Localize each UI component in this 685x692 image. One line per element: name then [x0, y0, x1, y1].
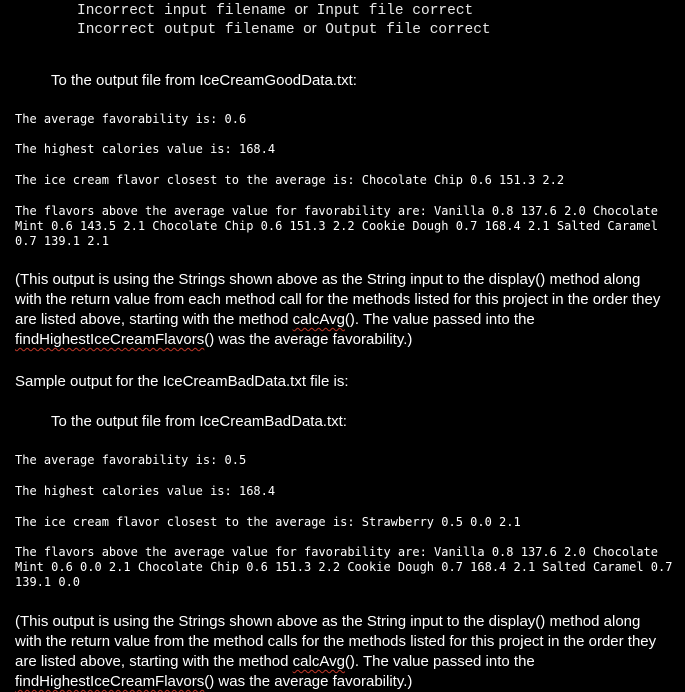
calcavg-method-name: calcAvg [292, 311, 345, 328]
top-line-output: Incorrect output filename or Output file correct [77, 20, 491, 38]
calcavg-method-name: calcAvg [292, 653, 345, 670]
bad-intro: Sample output for the IceCreamBadData.txt file is: [15, 373, 349, 390]
good-above-line: The flavors above the average value for favorability are: Vanilla 0.8 137.6 2.0 Chocolate Mint 0.6 143.5 2.1 Chocolate Chip 0.6 151.3 2.2 Cookie Dough 0.7 168.4 2.1 Salted Caramel 0.7 139.1 2.1 [15, 204, 666, 248]
good-avg-line: The average favorability is: 0.6 [15, 112, 247, 126]
top-line-input: Incorrect input filename or Input file correct [77, 1, 474, 19]
good-heading: To the output file from IceCreamGoodData.txt: [51, 72, 357, 89]
or-keyword: or [294, 1, 308, 18]
bad-note: (This output is using the Strings shown above as the String input to the display() method along with the return value from the method calls for the methods listed for this project in the order they are listed above, starting with the method calcAvg(). The value passed into the findHighestIceCreamFlavors() was the average favorability.) [15, 613, 657, 690]
find-highest-method-name: findHighestIceCreamFlavors [15, 331, 205, 348]
bad-highest-line: The highest calories value is: 168.4 [15, 484, 276, 498]
or-keyword: or [303, 20, 317, 37]
bad-heading: To the output file from IceCreamBadData.txt: [51, 413, 347, 430]
good-note: (This output is using the Strings shown above as the String input to the display() method along with the return value from each method call for the methods listed for this project in the order they are listed above, starting with the method calcAvg(). The value passed into the findHighestIceCreamFlavors() was the average favorability.) [15, 271, 661, 348]
bad-closest-line: The ice cream flavor closest to the average is: Strawberry 0.5 0.0 2.1 [15, 515, 521, 529]
bad-above-line: The flavors above the average value for favorability are: Vanilla 0.8 137.6 2.0 Chocolate Mint 0.6 0.0 2.1 Chocolate Chip 0.6 151.3 2.2 Cookie Dough 0.7 168.4 2.1 Salted Caramel 0.7 139.1 0.0 [15, 545, 680, 589]
good-highest-line: The highest calories value is: 168.4 [15, 142, 276, 156]
bad-avg-line: The average favorability is: 0.5 [15, 453, 247, 467]
find-highest-method-name: findHighestIceCreamFlavors [15, 673, 205, 690]
good-closest-line: The ice cream flavor closest to the average is: Chocolate Chip 0.6 151.3 2.2 [15, 173, 565, 187]
